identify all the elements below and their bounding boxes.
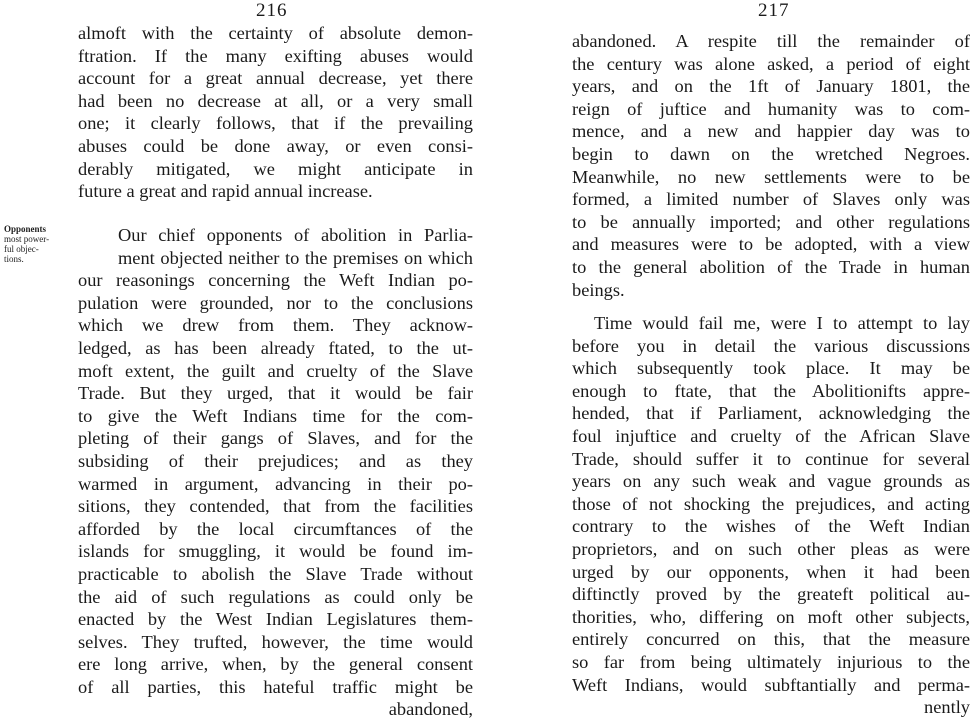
- margin-note-line: ful objec-: [4, 244, 39, 254]
- text-line: the aid of such regulations as could only be: [78, 586, 473, 607]
- left-page-number: 216: [256, 0, 288, 21]
- text-line: the century was alone asked, a period of eight: [572, 53, 970, 74]
- text-line: to give the Weft Indians time for the com-: [78, 405, 473, 426]
- margin-note-line: most power-: [4, 234, 50, 244]
- text-line: account for a great annual decrease, yet there: [78, 68, 473, 89]
- right-paragraph-1: [572, 30, 970, 301]
- text-line: Weft Indians, would subftantially and perma-: [572, 674, 970, 695]
- text-line: formed, a limited number of Slaves only was: [572, 189, 970, 210]
- text-line: beings.: [572, 279, 625, 300]
- text-line: Our chief opponents of abolition in Parlia-: [118, 225, 473, 245]
- text-line: pulation were grounded, nor to the conclusions: [78, 292, 473, 313]
- text-line: practicable to abolish the Slave Trade without: [78, 563, 473, 584]
- text-line: so far from being ultimately injurious to the: [572, 651, 970, 672]
- text-line: one; it clearly follows, that if the prevailing: [78, 113, 473, 134]
- text-line: contrary to the wishes of the Weft Indian: [572, 516, 970, 537]
- text-line: enough to ftate, that the Abolitionifts appre-: [572, 380, 970, 401]
- margin-note: [4, 224, 64, 264]
- text-line: urged by our opponents, when it had been: [572, 561, 970, 582]
- text-line: ledged, as has been already ftated, to the ut-: [78, 337, 473, 358]
- text-line: which we drew from them. They acknow-: [78, 315, 473, 336]
- text-line: Trade, should suffer it to continue for several: [572, 448, 970, 469]
- text-line: almoft with the certainty of absolute demon-: [78, 23, 473, 43]
- text-line: proprietors, and on such other pleas as were: [572, 538, 970, 559]
- margin-note-line: tions.: [4, 254, 24, 264]
- text-line: warmed in argument, advancing in their po-: [78, 473, 473, 494]
- text-line: afforded by the local circumftances of the: [78, 518, 473, 539]
- text-line: Trade. But they urged, that it would be fair: [78, 383, 473, 404]
- margin-note-line: Opponents: [4, 224, 47, 234]
- text-line: islands for smuggling, it would be found im-: [78, 541, 473, 562]
- right-page-number: 217: [758, 0, 790, 21]
- text-line: future a great and rapid annual increase.: [78, 181, 373, 202]
- text-line: hended, that if Parliament, acknowledging the: [572, 403, 970, 424]
- text-line: subsiding of their prejudices; and as they: [78, 450, 473, 471]
- text-line: pleting of their gangs of Slaves, and for the: [78, 428, 473, 449]
- text-line: abuses could be done away, or even consi-: [78, 135, 473, 156]
- text-line: to be annually imported; and other regulations: [572, 211, 970, 232]
- text-line: years, and on the 1ft of January 1801, the: [572, 76, 970, 97]
- text-line: to the general abolition of the Trade in human: [572, 256, 970, 277]
- text-line: years on any such weak and vague grounds as: [572, 471, 970, 492]
- text-line: those of not shocking the prejudices, and acting: [572, 493, 970, 514]
- text-line: reign of juftice and humanity was to com-: [572, 98, 970, 119]
- text-line: ere long arrive, when, by the general consent: [78, 654, 473, 675]
- text-line: ftration. If the many exifting abuses would: [78, 45, 473, 66]
- text-line: mence, and a new and happier day was to: [572, 121, 970, 142]
- text-line: before you in detail the various discussions: [572, 335, 970, 356]
- right-paragraph-2: [572, 312, 970, 719]
- text-line: of all parties, this hateful traffic might be: [78, 676, 473, 697]
- text-line: abandoned. A respite till the remainder of: [572, 31, 970, 51]
- text-line: thorities, who, differing on moft other subjects,: [572, 606, 970, 627]
- text-line: ment objected neither to the premises on which: [118, 247, 473, 268]
- text-line: selves. They trufted, however, the time would: [78, 631, 473, 652]
- left-paragraph-1: [78, 22, 473, 203]
- text-line: our reasonings concerning the Weft Indian po-: [78, 270, 473, 291]
- text-line: Time would fail me, were I to attempt to lay: [594, 313, 970, 333]
- text-line: entirely concurred on this, that the measure: [572, 629, 970, 650]
- text-line: which subsequently took place. It may be: [572, 358, 970, 379]
- text-line: moft extent, the guilt and cruelty of the Slave: [78, 360, 473, 381]
- catchword: abandoned,: [388, 699, 473, 720]
- text-line: derably mitigated, we might anticipate in: [78, 158, 473, 179]
- catchword: nently: [924, 697, 970, 718]
- text-line: enacted by the West Indian Legislatures them-: [78, 609, 473, 630]
- text-line: begin to dawn on the wretched Negroes.: [572, 143, 970, 164]
- text-line: had been no decrease at all, or a very small: [78, 90, 473, 111]
- text-line: and measures were to be adopted, with a view: [572, 234, 970, 255]
- left-paragraph-2: [78, 224, 473, 721]
- text-line: sitions, they contended, that from the facilities: [78, 496, 473, 517]
- text-line: foul injuftice and cruelty of the African Slave: [572, 425, 970, 446]
- text-line: diftinctly proved by the greateft political au-: [572, 584, 970, 605]
- text-line: Meanwhile, no new settlements were to be: [572, 166, 970, 187]
